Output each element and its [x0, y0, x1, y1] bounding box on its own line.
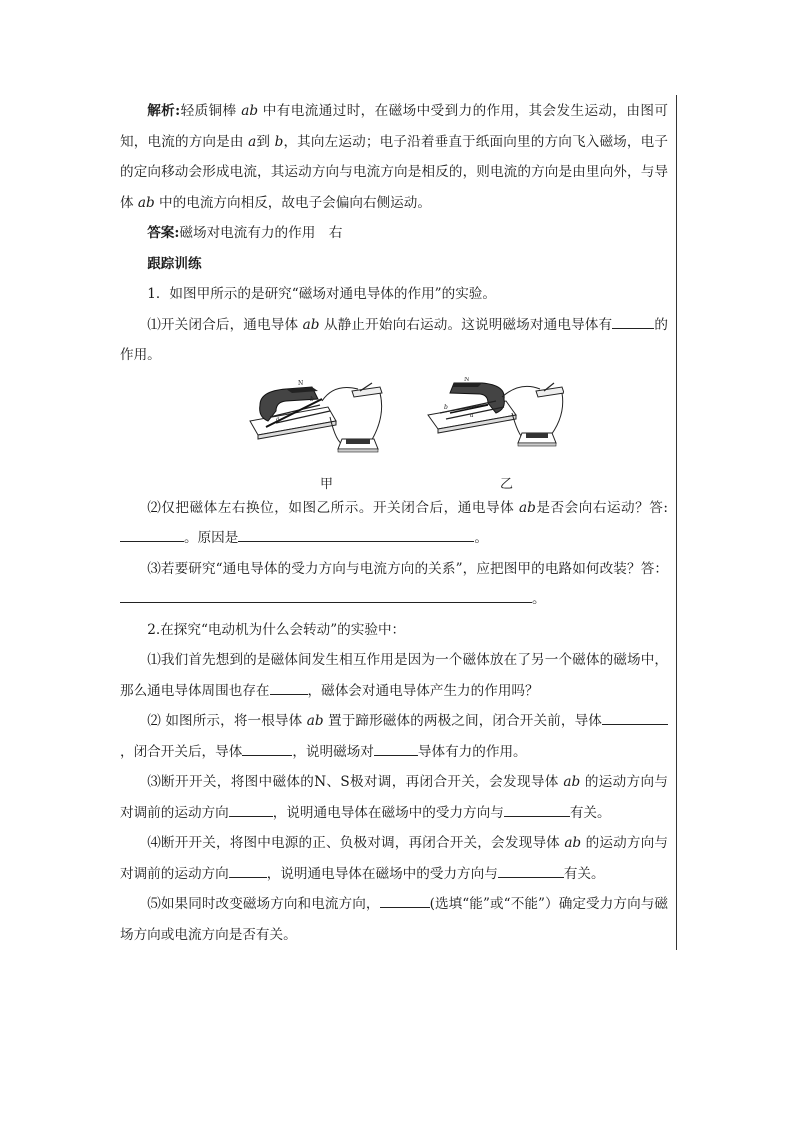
svg-text:b: b: [310, 395, 314, 403]
q2-part5: ⑸如果同时改变磁场方向和电流方向， (选填“能”或“不能”）确定受力方向与磁场方向或电流方向是否有关。: [120, 889, 668, 950]
figure-caption-jia: 甲: [320, 476, 334, 492]
document-body: [120, 96, 668, 950]
svg-text:a: a: [470, 411, 474, 419]
answer-line: [120, 218, 668, 249]
svg-text:b: b: [444, 403, 448, 411]
figure-jia: [246, 377, 386, 467]
analysis-paragraph: 解析:轻质铜棒 ab 中有电流通过时，在磁场中受到力的作用，其会发生运动，由图可知，电流的方向是由 a到 b，其向左运动；电子沿着垂直于纸面向里的方向飞入磁场，电子的定向移动会形成电流，其运动方向与电流方向是相反的，则电流的方向是由里向外，与导体 ab 中的电流方向相反，故电子会偏向右侧运动。: [120, 103, 668, 211]
answer-blank[interactable]: [238, 527, 474, 542]
answer-text: 磁场对电流有力的作用 右: [179, 225, 343, 241]
svg-text:N: N: [464, 376, 470, 383]
answer-blank[interactable]: [229, 863, 267, 878]
q2-part1: ⑴我们首先想到的是磁体间发生相互作用是因为一个磁体放在了另一个磁体的磁场中，那么通电导体周围也存在 ，磁体会对通电导体产生力的作用吗？: [120, 652, 668, 699]
answer-blank[interactable]: [602, 710, 668, 725]
q2-part4: ⑷断开开关，将图中电源的正、负极对调，再闭合开关，会发现导体 ab 的运动方向与对调前的运动方向 ，说明通电导体在磁场中的受力方向与 有关。: [120, 835, 668, 882]
q2-part3: ⑶断开开关，将图中磁体的N、S极对调，再闭合开关，会发现导体 ab 的运动方向与对调前的运动方向 ，说明通电导体在磁场中的受力方向与 有关。: [120, 774, 668, 821]
answer-blank[interactable]: [270, 680, 308, 695]
section-title: 跟踪训练: [147, 255, 202, 272]
answer-blank[interactable]: [120, 588, 532, 603]
answer-blank[interactable]: [504, 802, 570, 817]
q1-part1: ⑴开关闭合后，通电导体 ab 从静止开始向右运动。这说明磁场对通电导体有 的作用。: [120, 310, 668, 371]
svg-text:a: a: [276, 415, 280, 423]
answer-blank[interactable]: [120, 527, 184, 542]
right-margin-line: [676, 95, 677, 950]
q1-part3: ⑶若要研究“通电导体的受力方向与电流方向的关系”，应把图甲的电路如何改装？答：。: [120, 554, 668, 615]
answer-blank[interactable]: [380, 893, 430, 908]
figure-yi: [424, 377, 564, 467]
q1-intro: 1．如图甲所示的是研究“磁场对通电导体的作用”的实验。: [147, 286, 496, 302]
answer-blank[interactable]: [242, 741, 292, 756]
answer-blank[interactable]: [229, 802, 273, 817]
pole-n-label: N: [298, 379, 304, 387]
q1-part2: ⑵仅把磁体左右换位，如图乙所示。开关闭合后，通电导体 ab是否会向右运动？答:。原因是 。: [120, 493, 668, 554]
q2-intro: 2.在探究“电动机为什么会转动”的实验中：: [147, 621, 406, 638]
experiment-figure: [120, 376, 668, 492]
answer-blank[interactable]: [612, 314, 654, 329]
q2-part2: ⑵ 如图所示，将一根导体 ab 置于蹄形磁体的两极之间，闭合开关前，导体，闭合开关后，导体 ，说明磁场对 导体有力的作用。: [120, 706, 668, 767]
figure-caption-yi: 乙: [500, 476, 514, 492]
analysis-label: 解析:: [147, 103, 181, 119]
answer-blank[interactable]: [374, 741, 418, 756]
answer-blank[interactable]: [498, 863, 564, 878]
answer-label: 答案:: [147, 225, 180, 241]
